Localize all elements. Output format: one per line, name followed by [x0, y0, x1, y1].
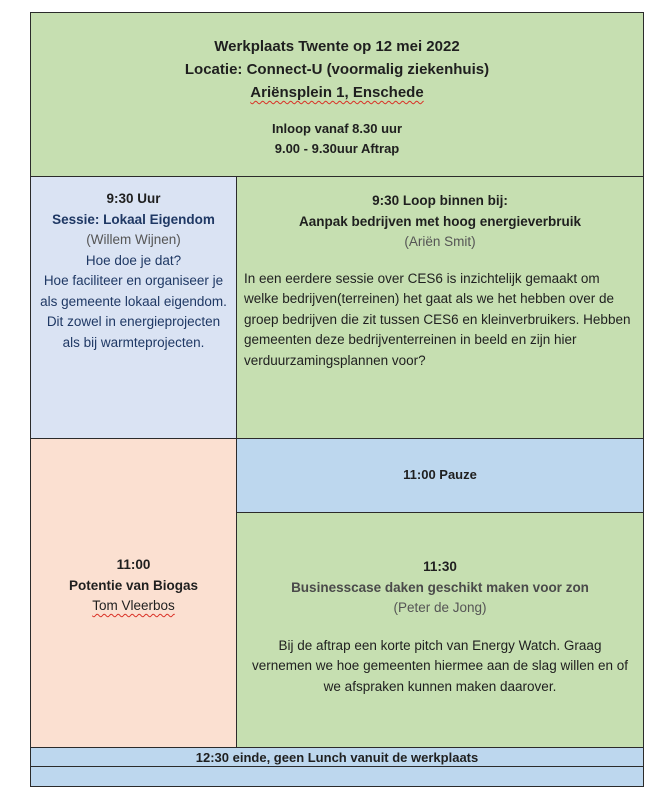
session-time: 9:30 Loop binnen bij: — [372, 193, 508, 208]
session-lokaal-eigendom — [30, 176, 237, 439]
session-desc-line: als gemeente lokaal eigendom. — [40, 293, 227, 309]
session-title: Aanpak bedrijven met hoog energieverbruik — [298, 213, 582, 229]
header-cell — [30, 12, 644, 177]
aftrap-time: 9.00 - 9.30uur Aftrap — [274, 141, 400, 156]
pauze-cell — [236, 438, 644, 513]
footer-empty-row — [30, 766, 644, 787]
session-zon — [236, 512, 644, 748]
session-biogas — [30, 438, 237, 748]
footer-cell — [30, 747, 644, 767]
session-speaker: (Willem Wijnen) — [86, 232, 181, 247]
session-desc-line: gemeenten deze bedrijventerreinen in beeld en zijn hier — [244, 332, 577, 347]
session-desc-line: Hoe faciliteer en organiseer je — [43, 273, 224, 288]
session-desc-line: als bij warmteprojecten. — [62, 334, 205, 350]
session-time: 9:30 Uur — [106, 191, 161, 206]
session-desc-line: we afspraken kunnen maken daarover. — [323, 678, 557, 694]
session-speaker: (Peter de Jong) — [393, 600, 487, 615]
session-title: Sessie: Lokaal Eigendom — [52, 211, 215, 227]
session-desc-line: groep bedrijven die zit tussen CES6 en kleinverbruikers. Hebben — [244, 311, 631, 327]
pauze-label: 11:00 Pauze — [403, 467, 477, 482]
session-desc-line: Bij de aftrap een korte pitch van Energy Watch. Graag — [278, 637, 602, 653]
session-time: 11:00 — [116, 557, 151, 572]
session-desc-line: In een eerdere sessie over CES6 is inzichtelijk gemaakt om — [244, 270, 600, 286]
session-desc-line: welke bedrijven(terreinen) het gaat als we het hebben over de — [244, 291, 614, 306]
session-question: Hoe doe je dat? — [85, 252, 182, 268]
session-desc-line: verduurzamingsplannen voor? — [244, 352, 426, 368]
session-speaker: (Ariën Smit) — [404, 234, 476, 249]
session-title: Businesscase daken geschikt maken voor zon — [291, 579, 589, 595]
session-desc-line: Dit zowel in energieprojecten — [46, 314, 221, 329]
event-title: Werkplaats Twente op 12 mei 2022 — [214, 38, 460, 55]
session-energieverbruik — [236, 176, 644, 439]
footer-label: 12:30 einde, geen Lunch vanuit de werkplaats — [195, 750, 479, 765]
session-time: 11:30 — [423, 559, 457, 574]
session-speaker: Tom Vleerbos — [92, 598, 175, 613]
session-desc-line: vernemen we hoe gemeenten hiermee aan de slag willen en of — [252, 658, 628, 673]
inloop-time: Inloop vanaf 8.30 uur — [271, 121, 403, 136]
session-title: Potentie van Biogas — [68, 577, 199, 593]
event-location: Locatie: Connect-U (voormalig ziekenhuis) — [184, 61, 490, 78]
event-address: Ariënsplein 1, Enschede — [250, 84, 424, 101]
